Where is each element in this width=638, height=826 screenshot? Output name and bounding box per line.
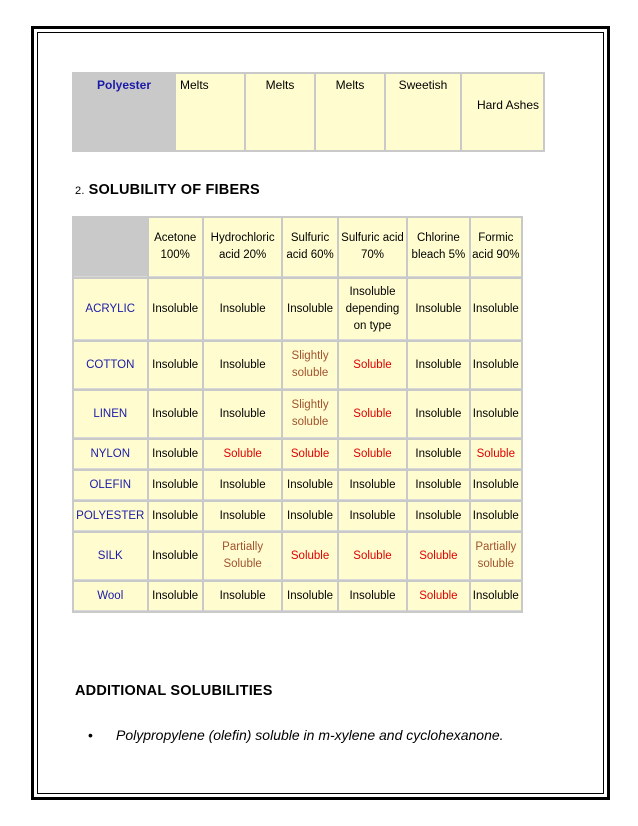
table-cell: Melts [316,74,384,150]
table-cell: Insoluble [339,502,406,531]
table-row [74,279,521,340]
table-cell: Soluble [339,440,406,469]
table-row [74,74,543,150]
table-cell: Soluble [339,342,406,389]
fiber-name: Wool [74,582,147,611]
table-cell: Soluble [283,533,336,580]
table-cell: Insoluble [204,342,282,389]
table-cell: Soluble [339,391,406,438]
column-header: Acetone 100% [149,218,202,277]
table-row [74,582,521,611]
table-cell: Soluble [471,440,521,469]
table-cell: Insoluble [149,440,202,469]
table-cell: Insoluble [471,502,521,531]
table-cell: Insoluble [149,533,202,580]
corner-cell [74,218,147,277]
table-cell: Insoluble [204,502,282,531]
table-cell: Insoluble [408,502,468,531]
column-header: Hydrochloric acid 20% [204,218,282,277]
table-cell: Insoluble [471,391,521,438]
table-cell: Insoluble [283,471,336,500]
table-cell: Insoluble [339,471,406,500]
table-cell: Insoluble [471,342,521,389]
table-row [74,471,521,500]
section-heading-additional: ADDITIONAL SOLUBILITIES [75,683,273,699]
table-cell: Insoluble [408,391,468,438]
table-cell: Sweetish [386,74,460,150]
section-number: 2. [75,185,85,197]
table-cell: Insoluble [408,440,468,469]
table-cell: Insoluble [471,471,521,500]
fiber-name: COTTON [74,342,147,389]
table-cell: Insoluble [408,342,468,389]
list-item-text: Polypropylene (olefin) soluble in m-xylene and cyclohexanone. [116,727,504,743]
table-cell: Insoluble [149,582,202,611]
table-cell: Insoluble [149,391,202,438]
fiber-name: ACRYLIC [74,279,147,340]
table-cell: Insoluble [408,471,468,500]
table-cell: Soluble [408,533,468,580]
table-cell: Insoluble [149,502,202,531]
burn-test-table [72,72,545,152]
table-header-row [74,218,521,277]
table-cell: Insoluble [283,502,336,531]
table-cell: Melts [246,74,314,150]
section-heading-solubility [75,182,260,198]
row-label: Polyester [74,74,174,150]
table-cell: Soluble [283,440,336,469]
fiber-name: POLYESTER [74,502,147,531]
table-row [74,533,521,580]
fiber-name: LINEN [74,391,147,438]
table-cell: Insoluble depending on type [339,279,406,340]
section-title: SOLUBILITY OF FIBERS [88,182,260,198]
column-header: Sulfuric acid 60% [283,218,336,277]
table-cell: Insoluble [283,279,336,340]
column-header: Formic acid 90% [471,218,521,277]
table-cell: Slightly soluble [283,391,336,438]
table-cell: Insoluble [204,391,282,438]
column-header: Chlorine bleach 5% [408,218,468,277]
table-cell: Insoluble [149,471,202,500]
table-cell: Insoluble [471,582,521,611]
table-row [74,342,521,389]
table-cell: Insoluble [339,582,406,611]
table-cell: Soluble [204,440,282,469]
table-cell: Insoluble [204,471,282,500]
table-cell: Insoluble [283,582,336,611]
solubility-table [72,216,523,613]
fiber-name: NYLON [74,440,147,469]
table-cell: Insoluble [149,279,202,340]
table-cell: Partially Soluble [204,533,282,580]
table-cell: Insoluble [149,342,202,389]
table-cell: Insoluble [471,279,521,340]
table-cell: Slightly soluble [283,342,336,389]
table-cell: Insoluble [204,582,282,611]
bullet-icon: • [88,727,93,743]
fiber-name: SILK [74,533,147,580]
table-cell-text: Hard Ashes [476,98,539,112]
table-cell: Partially soluble [471,533,521,580]
table-cell [462,74,543,150]
table-row [74,502,521,531]
table-cell: Insoluble [204,279,282,340]
list-item [88,727,504,743]
fiber-name: OLEFIN [74,471,147,500]
table-cell: Soluble [339,533,406,580]
table-cell: Melts [176,74,244,150]
table-cell: Insoluble [408,279,468,340]
table-cell: Soluble [408,582,468,611]
table-row [74,440,521,469]
column-header: Sulfuric acid 70% [339,218,406,277]
table-row [74,391,521,438]
